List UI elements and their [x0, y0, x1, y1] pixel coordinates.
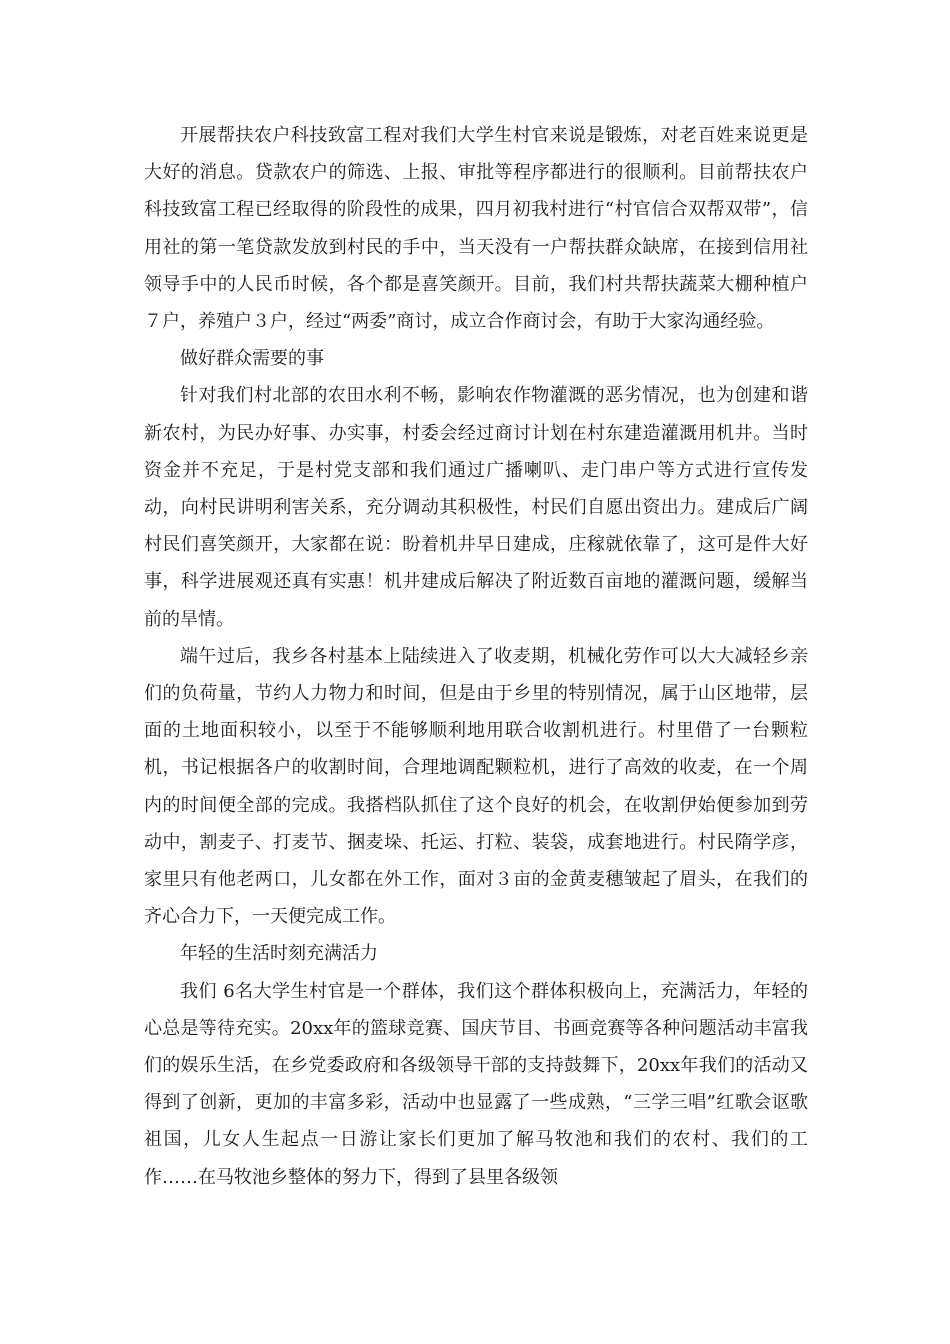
paragraph-poverty-relief: 开展帮扶农户科技致富工程对我们大学生村官来说是锻炼，对老百姓来说更是大好的消息。贷款农户的筛选、上报、审批等程序都进行的很顺利。目前帮扶农户科技致富工程已经取得的阶段性的成果，四月初我村进行“村官信合双帮双带”，信用社的第一笔贷款发放到村民的手中，当天没有一户帮扶群众缺席，在接到信用社领导手中的人民币时候，各个都是喜笑颜开。目前，我们村共帮扶蔬菜大棚种植户７户，养殖户３户，经过“两委”商讨，成立合作商讨会，有助于大家沟通经验。 — [144, 125, 808, 333]
paragraph-village-officials-activities: 我们 6名大学生村官是一个群体，我们这个群体积极向上，充满活力，年轻的心总是等待充实。20xx年的篮球竞赛、国庆节目、书画竞赛等各种问题活动丰富我们的娱乐生活，在乡党委政府和各级领导干部的支持鼓舞下，20xx年我们的活动又得到了创新，更加的丰富多彩，活动中也显露了一些成熟，“三学三唱”红歌会讴歌祖国，儿女人生起点一日游让家长们更加了解马牧池和我们的农村、我们的工作……在马牧池乡整体的努力下，得到了县里各级领 — [144, 980, 808, 1188]
section-heading-public-needs: 做好群众需要的事 — [180, 348, 324, 370]
paragraph-wheat-harvest: 端午过后，我乡各村基本上陆续进入了收麦期，机械化劳作可以大大减轻乡亲们的负荷量，节约人力物力和时间，但是由于乡里的特别情况，属于山区地带，层面的土地面积较小，以至于不能够顺利地用联合收割机进行。村里借了一台颗粒机，书记根据各户的收割时间，合理地调配颗粒机，进行了高效的收麦，在一个周内的时间便全部的完成。我搭档队抓住了这个良好的机会，在收割伊始便参加到劳动中，割麦子、打麦节、捆麦垛、托运、打粒、装袋，成套地进行。村民隋学彦，家里只有他老两口，儿女都在外工作，面对３亩的金黄麦穗皱起了眉头，在我们的齐心合力下，一天便完成工作。 — [144, 645, 808, 928]
paragraph-irrigation-well: 针对我们村北部的农田水利不畅，影响农作物灌溉的恶劣情况，也为创建和谐新农村，为民办好事、办实事，村委会经过商讨计划在村东建造灌溉用机井。当时资金并不充足，于是村党支部和我们通过广播喇叭、走门串户等方式进行宣传发动，向村民讲明利害关系，充分调动其积极性，村民们自愿出资出力。建成后广阔村民们喜笑颜开，大家都在说：盼着机井早日建成，庄稼就依靠了，这可是件大好事，科学进展观还真有实惠！机井建成后解决了附近数百亩地的灌溉问题，缓解当前的旱情。 — [144, 385, 808, 630]
section-heading-youth-vitality: 年轻的生活时刻充满活力 — [180, 943, 378, 965]
document-body — [144, 117, 808, 1196]
